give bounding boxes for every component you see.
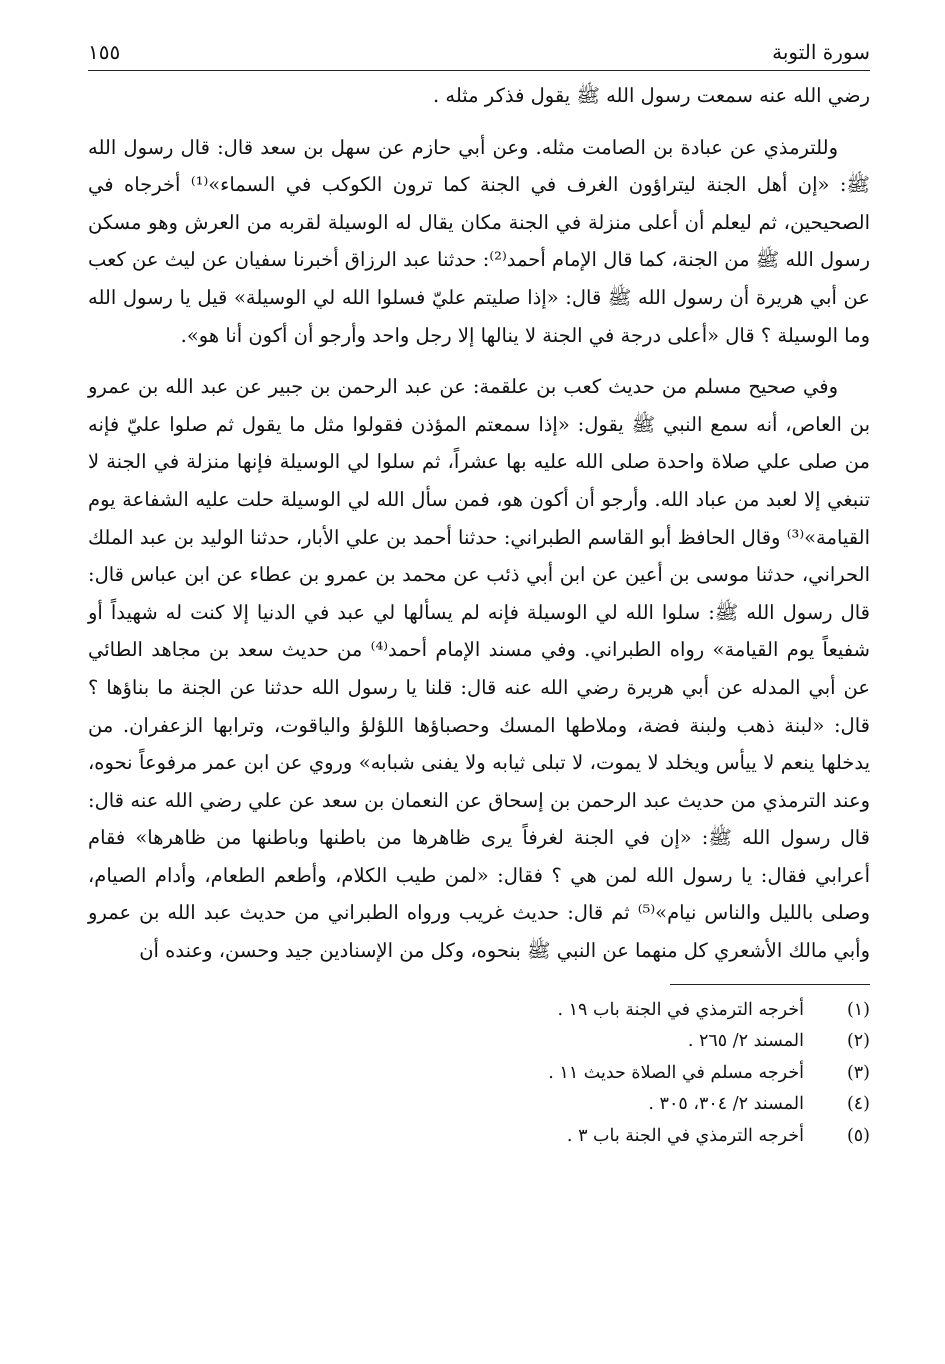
footnote-number: (٢) [846, 1031, 870, 1052]
page-number: ١٥٥ [88, 40, 121, 64]
book-page [88, 30, 870, 1152]
footnote-item [88, 1089, 870, 1121]
footnotes-list [88, 995, 870, 1153]
paragraph-continuation: رضي الله عنه سمعت رسول الله ﷺ يقول فذكر مثله . [432, 84, 870, 107]
footnote-number: (١) [846, 999, 870, 1020]
running-header [88, 30, 870, 62]
footnote-text: أخرجه مسلم في الصلاة حديث ١١ . [548, 1062, 804, 1083]
footnote-item [88, 995, 870, 1027]
footnote-text: أخرجه الترمذي في الجنة باب ١٩ . [557, 999, 804, 1020]
main-text [88, 77, 870, 970]
footnote-number: (٤) [846, 1094, 870, 1115]
footnote-text: المسند ٢/ ٣٠٤، ٣٠٥ . [648, 1094, 804, 1115]
footnote-number: (٣) [846, 1062, 870, 1083]
footnote-item [88, 1058, 870, 1090]
footnote-text: أخرجه الترمذي في الجنة باب ٣ . [566, 1125, 804, 1146]
header-rule [88, 70, 870, 71]
footnote-text: المسند ٢/ ٢٦٥ . [687, 1031, 804, 1052]
footnote-number: (٥) [846, 1125, 870, 1146]
paragraph-sahih-muslim: وفي صحيح مسلم من حديث كعب بن علقمة: عن عبد الرحمن بن جبير عن عبد الله بن عمرو بن العاص، أنه سمع النبي ﷺ يقول: «إذا سمعتم المؤذن فقولوا مثل ما يقول ثم صلوا عليّ فإنه من صلى علي صلاة واحدة صلى الله عليه بها عشراً، ثم سلوا لي الوسيلة فإنها منزلة في الجنة لا تنبغي إلا لعبد من عباد الله. وأرجو أن أكون هو، فمن سأل الله لي الوسيلة حلت عليه الشفاعة يوم القيامة»⁽³⁾ وقال الحافظ أبو القاسم الطبراني: حدثنا أحمد بن علي الأبار، حدثنا الوليد بن عبد الملك الحراني، حدثنا موسى بن أعين عن ابن أبي ذئب عن محمد بن عمرو بن عطاء عن ابن عباس قال: قال رسول الله ﷺ: سلوا الله لي الوسيلة فإنه لم يسألها لي عبد في الدنيا إلا كنت له شهيداً أو شفيعاً يوم القيامة» رواه الطبراني. وفي مسند الإمام أحمد⁽⁴⁾ من حديث سعد بن مجاهد الطائي عن أبي المدله عن أبي هريرة رضي الله عنه قال: قلنا يا رسول الله حدثنا عن الجنة ما بناؤها ؟ قال: «لبنة ذهب ولبنة فضة، وملاطها المسك وحصباؤها اللؤلؤ والياقوت، وترابها الزعفران. من يدخلها ينعم لا ييأس ويخلد لا يموت، لا تبلى ثيابه ولا يفنى شبابه» وروي عن ابن عمر مرفوعاً نحوه، وعند الترمذي من حديث عبد الرحمن بن إسحاق عن النعمان بن سعد عن علي رضي الله عنه قال: قال رسول الله ﷺ: «إن في الجنة لغرفاً يرى ظاهرها من باطنها وباطنها من ظاهرها» فقام أعرابي فقال: يا رسول الله لمن هي ؟ فقال: «لمن طيب الكلام، وأطعم الطعام، وأدام الصيام، وصلى بالليل والناس نيام»⁽⁵⁾ ثم قال: حديث غريب ورواه الطبراني من حديث عبد الله بن عمرو وأبي مالك الأشعري كل منهما عن النبي ﷺ بنحوه، وكل من الإسنادين جيد وحسن، وعنده أن [88, 375, 870, 963]
surah-title: سورة التوبة [772, 40, 870, 64]
footnote-item [88, 1026, 870, 1058]
footnote-item [88, 1121, 870, 1153]
footnote-rule [670, 984, 870, 985]
paragraph-tirmidhi: وللترمذي عن عبادة بن الصامت مثله. وعن أبي حازم عن سهل بن سعد قال: قال رسول الله ﷺ: «إن أهل الجنة ليتراؤون الغرف في الجنة كما ترون الكوكب في السماء»⁽¹⁾ أخرجاه في الصحيحين، ثم ليعلم أن أعلى منزلة في الجنة مكان يقال له الوسيلة لقربه من العرش وهو مسكن رسول الله ﷺ من الجنة، كما قال الإمام أحمد⁽²⁾: حدثنا عبد الرزاق أخبرنا سفيان عن ليث عن كعب عن أبي هريرة أن رسول الله ﷺ قال: «إذا صليتم عليّ فسلوا الله لي الوسيلة» قيل يا رسول الله وما الوسيلة ؟ قال «أعلى درجة في الجنة لا ينالها إلا رجل واحد وأرجو أن أكون أنا هو». [88, 135, 870, 347]
